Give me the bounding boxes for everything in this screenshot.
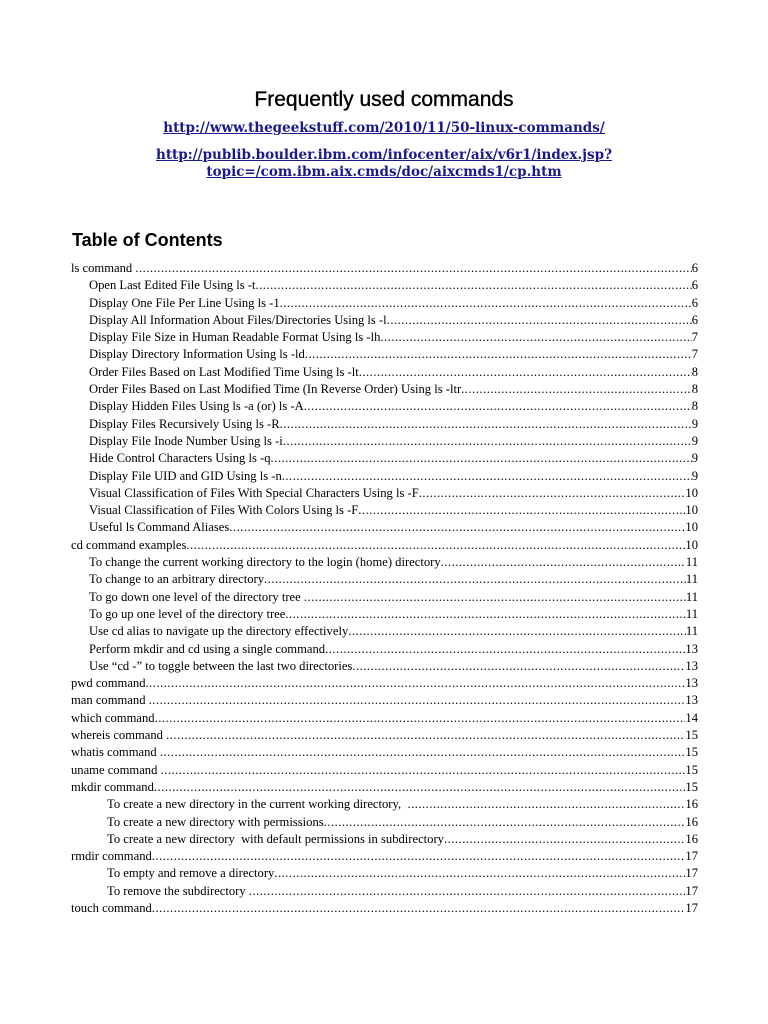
toc-entry-page: 7 [691,347,698,362]
toc-dot-leader [274,865,685,882]
toc-dot-leader [264,571,686,588]
toc-dot-leader [160,744,686,761]
toc-dot-leader [280,416,692,433]
document-title: Frequently used commands [254,88,514,111]
toc-dot-leader [154,779,686,796]
toc-entry-page: 10 [685,537,698,552]
toc-entry-label: uname command [71,762,161,777]
toc-entry-page: 16 [685,831,698,846]
toc-dot-leader [324,814,686,831]
toc-dot-leader [358,502,685,519]
toc-entry-page: 15 [685,745,698,760]
toc-entry[interactable] [71,589,698,606]
toc-entry-page: 6 [691,261,698,275]
toc-entry-label: Hide Control Characters Using ls -q [89,451,271,466]
toc-dot-leader [380,329,691,346]
toc-entry-label: man command [71,693,149,708]
toc-heading: Table of Contents [72,230,223,250]
toc-entry[interactable] [71,779,698,796]
toc-dot-leader [149,692,686,709]
toc-entry-label: touch command [71,900,152,915]
toc-entry-label: Useful ls Command Aliases [89,520,230,535]
toc-entry-page: 16 [685,814,698,829]
toc-entry[interactable] [71,554,698,571]
toc-entry-label: Order Files Based on Last Modified Time (In Reverse Order) Using ls -ltr [89,382,462,397]
toc-entry-label: pwd command [71,676,146,691]
toc-entry[interactable] [71,675,698,692]
toc-entry-label: mkdir command [71,779,154,794]
toc-entry[interactable] [71,381,698,398]
link-geekstuff[interactable]: http://www.thegeekstuff.com/2010/11/50-linux-commands/ [163,120,605,136]
toc-entry[interactable] [71,571,698,588]
toc-entry-page: 13 [685,693,698,708]
toc-entry-page: 10 [685,485,698,500]
toc-entry-page: 6 [691,295,698,310]
toc-entry[interactable] [71,762,698,779]
toc-dot-leader [305,346,692,363]
toc-entry-page: 13 [685,658,698,673]
toc-dot-leader [135,260,691,277]
toc-entry-page: 11 [685,555,698,570]
toc-dot-leader [352,658,685,675]
toc-entry-page: 9 [691,433,698,448]
toc-entry-page: 15 [685,762,698,777]
toc-dot-leader [359,364,692,381]
toc-entry[interactable] [71,831,698,848]
toc-entry[interactable] [71,468,698,485]
toc-entry[interactable] [71,692,698,709]
toc-entry-page: 16 [685,797,698,812]
toc-entry[interactable] [71,641,698,658]
toc-entry-label: Display One File Per Line Using ls -1 [89,295,280,310]
toc-entry[interactable] [71,623,698,640]
toc-dot-leader [325,641,685,658]
toc-entry-page: 17 [685,849,698,864]
toc-entry[interactable] [71,606,698,623]
toc-entry[interactable] [71,346,698,363]
toc-entry[interactable] [71,433,698,450]
toc-entry[interactable] [71,744,698,761]
toc-entry-label: To change to an arbitrary directory [89,572,265,587]
toc-entry-page: 11 [685,624,698,639]
toc-entry-page: 13 [685,676,698,691]
toc-entry-label: ls command [71,261,136,275]
toc-entry-label: Open Last Edited File Using ls -t [89,278,256,293]
toc-entry-label: cd command examples [71,537,187,552]
toc-entry-page: 11 [685,589,698,604]
toc-dot-leader [407,796,685,813]
toc-dot-leader [444,831,685,848]
toc-entry-page: 10 [685,520,698,535]
toc-entry-page: 8 [691,364,698,379]
toc-entry-page: 11 [685,606,698,621]
toc-entry-label: whatis command [71,745,160,760]
toc-entry-label: Display File Size in Human Readable Format Using ls -lh [89,330,381,345]
toc-entry-label: To go down one level of the directory tree [89,589,304,604]
toc-entry[interactable] [71,398,698,415]
toc-entry[interactable] [71,260,698,277]
toc-dot-leader [282,468,692,485]
toc-dot-leader [186,537,685,554]
toc-entry[interactable] [71,814,698,831]
toc-dot-leader [461,381,692,398]
toc-entry-label: Display File Inode Number Using ls -i [89,433,283,448]
toc-entry-label: Display All Information About Files/Directories Using ls -l [89,312,387,327]
toc-entry[interactable] [71,865,698,882]
link-ibm-line1[interactable]: http://publib.boulder.ibm.com/infocenter/aix/v6r1/index.jsp? [156,147,612,163]
toc-entry-label: Order Files Based on Last Modified Time Using ls -lt [89,364,359,379]
toc-entry-page: 14 [685,710,698,725]
toc-entry-label: To create a new directory in the current working directory, [107,797,408,812]
toc-dot-leader [166,727,685,744]
toc-entry-label: Perform mkdir and cd using a single command [89,641,326,656]
toc-entry-page: 13 [685,641,698,656]
toc-dot-leader [304,398,692,415]
toc-entry-label: Use “cd -” to toggle between the last two directories [89,658,353,673]
toc-entry-label: Display Files Recursively Using ls -R [89,416,280,431]
toc-entry-page: 8 [691,382,698,397]
toc-entry-label: Display Directory Information Using ls -ld [89,347,305,362]
toc-dot-leader [256,277,692,294]
toc-entry-page: 9 [691,451,698,466]
toc-entry-label: Visual Classification of Files With Special Characters Using ls -F [89,485,419,500]
toc-entry-page: 10 [685,503,698,518]
toc-entry[interactable] [71,727,698,744]
toc-entry-page: 17 [685,866,698,881]
toc-dot-leader [152,848,686,865]
toc-dot-leader [283,433,692,450]
toc-dot-leader [249,883,686,900]
link-ibm-line2[interactable]: topic=/com.ibm.aix.cmds/doc/aixcmds1/cp.htm [206,164,562,180]
toc-dot-leader [285,606,686,623]
toc-entry[interactable] [71,796,698,813]
toc-entry[interactable] [71,485,698,502]
toc-entry-label: whereis command [71,728,167,743]
toc-entry[interactable] [71,883,698,900]
toc-entry-label: To go up one level of the directory tree [89,606,286,621]
toc-entry-page: 9 [691,468,698,483]
toc-entry-label: Visual Classification of Files With Colors Using ls -F [89,503,359,518]
toc-entry-page: 15 [685,728,698,743]
toc-entry[interactable] [71,416,698,433]
toc-dot-leader [271,450,692,467]
table-of-contents [71,260,698,917]
toc-entry-label: To create a new directory with permissions [107,814,324,829]
toc-entry-page: 11 [685,572,698,587]
toc-entry-label: To remove the subdirectory [107,883,249,898]
toc-entry-page: 6 [691,278,698,293]
toc-entry-page: 9 [691,416,698,431]
toc-entry-page: 17 [685,900,698,915]
toc-entry[interactable] [71,710,698,727]
toc-entry[interactable] [71,519,698,536]
toc-dot-leader [419,485,686,502]
toc-dot-leader [441,554,686,571]
toc-entry-page: 8 [691,399,698,414]
toc-entry[interactable] [71,364,698,381]
toc-entry-label: Display Hidden Files Using ls -a (or) ls -A [89,399,304,414]
toc-dot-leader [152,900,686,917]
toc-entry[interactable] [71,450,698,467]
toc-entry-page: 6 [691,312,698,327]
toc-entry[interactable] [71,502,698,519]
toc-dot-leader [304,589,686,606]
toc-entry[interactable] [71,312,698,329]
toc-dot-leader [387,312,692,329]
toc-entry-page: 17 [685,883,698,898]
toc-dot-leader [229,519,685,536]
toc-entry[interactable] [71,277,698,294]
toc-entry[interactable] [71,900,698,917]
toc-entry-label: To create a new directory with default permissions in subdirectory [107,831,444,846]
toc-entry-label: Display File UID and GID Using ls -n [89,468,282,483]
toc-entry-label: To change the current working directory to the login (home) directory [89,555,441,570]
toc-entry[interactable] [71,658,698,675]
toc-dot-leader [348,623,686,640]
toc-dot-leader [155,710,686,727]
toc-entry[interactable] [71,295,698,312]
toc-dot-leader [161,762,686,779]
toc-entry-label: rmdir command [71,849,152,864]
toc-entry-label: Use cd alias to navigate up the directory effectively [89,624,349,639]
toc-entry[interactable] [71,329,698,346]
toc-entry-page: 7 [691,330,698,345]
toc-entry-label: To empty and remove a directory [107,866,275,881]
toc-entry[interactable] [71,537,698,554]
toc-dot-leader [280,295,692,312]
toc-entry[interactable] [71,848,698,865]
toc-entry-page: 15 [685,779,698,794]
toc-dot-leader [146,675,686,692]
toc-entry-label: which command [71,710,155,725]
